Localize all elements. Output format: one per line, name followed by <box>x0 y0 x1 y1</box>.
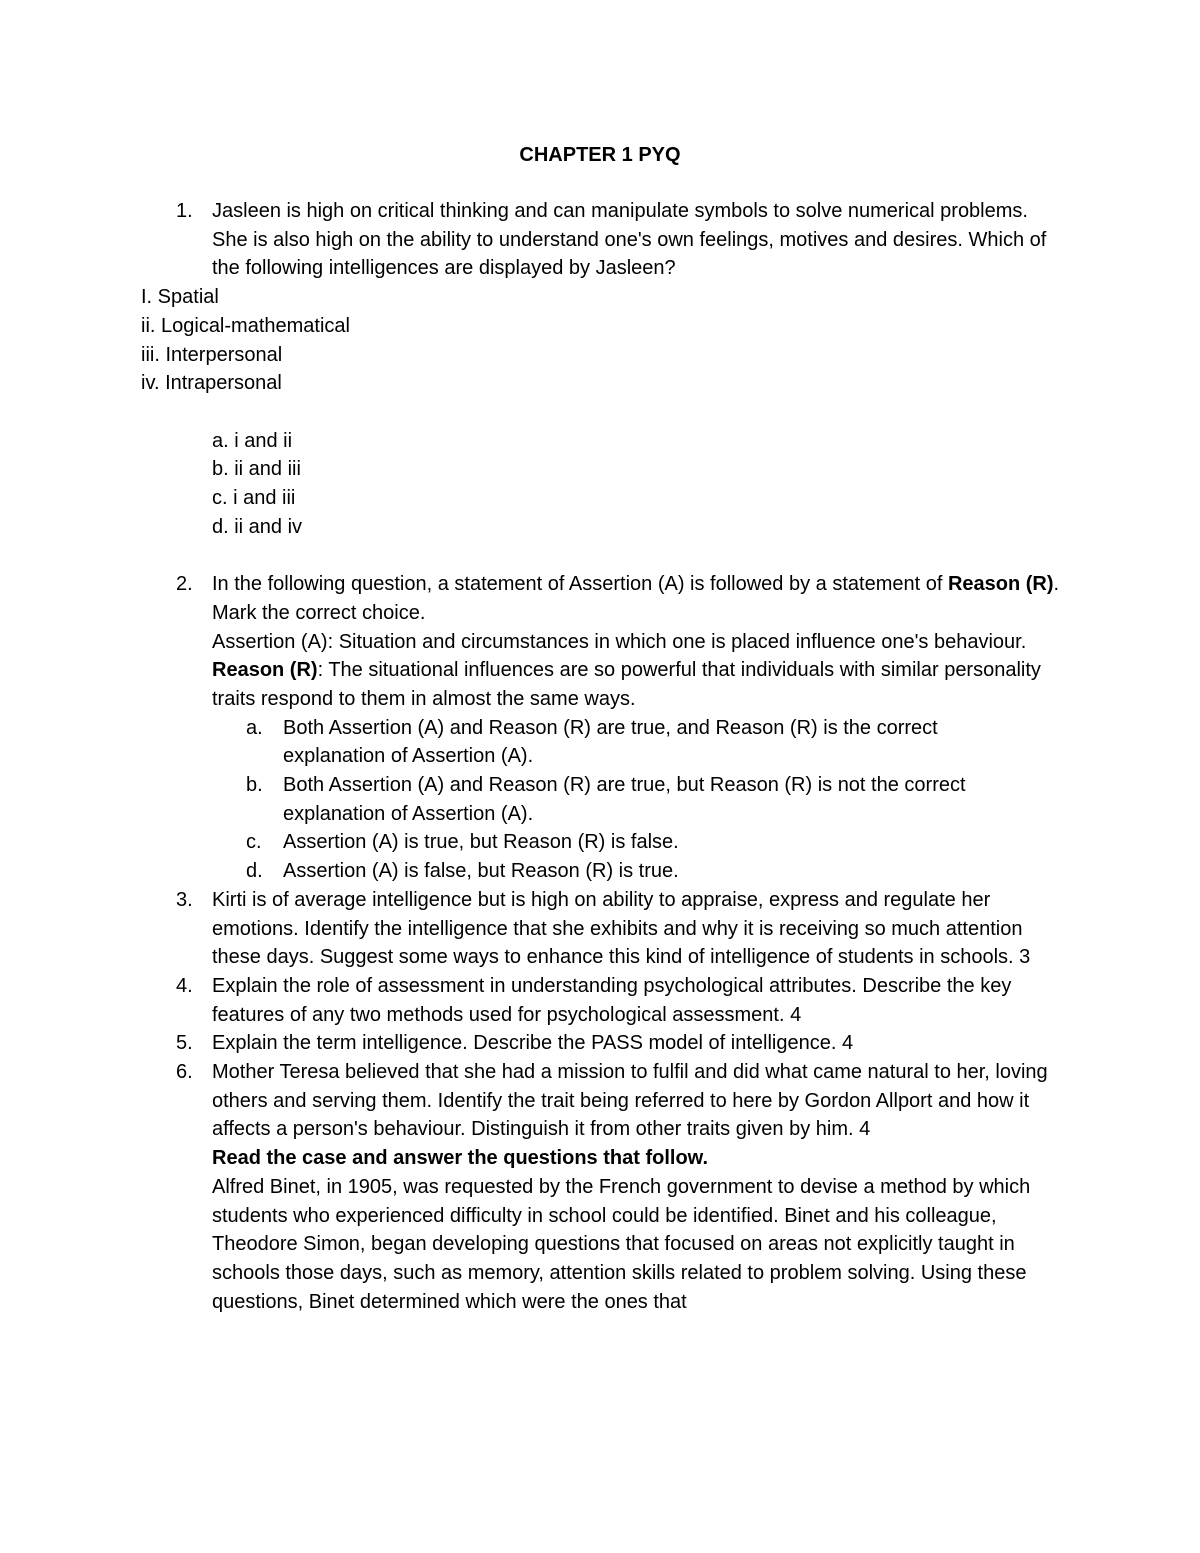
answer-option <box>0 714 1200 771</box>
question-number: 2. <box>176 573 193 596</box>
answer-option <box>0 771 1200 828</box>
question-2 <box>0 570 1200 714</box>
answer-option: c. i and iii <box>212 487 296 510</box>
option-letter: c. <box>246 831 262 854</box>
question-number: 6. <box>176 1061 193 1084</box>
question-text: Explain the role of assessment in understanding psychological attributes. Describe the key features of any two methods used for psychological assessment. 4 <box>212 974 1012 1026</box>
roman-item: I. Spatial <box>141 286 219 309</box>
question-text <box>212 570 1062 627</box>
question-intro: In the following question, a statement of Assertion (A) is followed by a statement of <box>212 573 943 596</box>
option-text: Assertion (A) is true, but Reason (R) is false. <box>283 831 679 854</box>
question-1 <box>0 197 1200 283</box>
assertion-statement: Assertion (A): Situation and circumstances in which one is placed influence one's behaviour. <box>212 630 1027 653</box>
question-5 <box>0 1029 1200 1058</box>
case-heading-text: Read the case and answer the questions that follow. <box>212 1147 709 1170</box>
reason-text: : The situational influences are so powerful that individuals with similar personality traits respond to them in almost the same ways. <box>212 659 1041 710</box>
answer-option <box>0 828 1200 857</box>
option-letter: d. <box>246 860 263 883</box>
question-text: Jasleen is high on critical thinking and can manipulate symbols to solve numerical problems. She is also high on the ability to understand one's own feelings, motives and desires. Which of the following intelligences are displayed by Jasleen? <box>212 200 1047 280</box>
reason-label-bold: Reason (R) <box>947 573 1054 596</box>
question-4 <box>0 972 1200 1029</box>
roman-item: iii. Interpersonal <box>141 343 283 366</box>
question-intro-tail: . Mark the correct choice. <box>212 573 1060 624</box>
reason-label: Reason (R) <box>212 659 318 682</box>
question-number: 5. <box>176 1032 193 1055</box>
roman-item: iv. Intrapersonal <box>141 372 282 395</box>
case-text: Alfred Binet, in 1905, was requested by the French government to devise a method by which students who experienced difficulty in school could be identified. Binet and his colleague, Theodore Simon, began developing questions that focused on areas not explicitly taught in schools those days, such as memory, attention skills related to problem solving. Using these questions, Binet determined which were the ones that <box>212 1175 1031 1313</box>
case-heading <box>212 1144 1062 1173</box>
question-3 <box>0 886 1200 972</box>
answer-option: d. ii and iv <box>212 515 303 538</box>
question-text: Explain the term intelligence. Describe the PASS model of intelligence. 4 <box>212 1032 854 1055</box>
roman-item: ii. Logical-mathematical <box>141 314 350 337</box>
question-list <box>0 197 1200 1316</box>
answer-option: b. ii and iii <box>212 458 301 481</box>
option-text: Both Assertion (A) and Reason (R) are true, but Reason (R) is not the correct explanation of Assertion (A). <box>283 774 966 825</box>
option-letter: a. <box>246 716 263 739</box>
question-6 <box>0 1058 1200 1316</box>
answer-option <box>0 857 1200 886</box>
page-title: CHAPTER 1 PYQ <box>519 144 681 166</box>
question-number: 1. <box>176 200 193 222</box>
reason-statement <box>212 656 1062 713</box>
question-number: 4. <box>176 974 193 997</box>
option-letter: b. <box>246 774 263 797</box>
answer-option: a. i and ii <box>212 429 293 452</box>
option-text: Assertion (A) is false, but Reason (R) is true. <box>283 860 679 883</box>
option-text: Both Assertion (A) and Reason (R) are true, and Reason (R) is the correct explanation of Assertion (A). <box>283 716 938 768</box>
question-text: Kirti is of average intelligence but is high on ability to appraise, express and regulate her emotions. Identify the intelligence that she exhibits and why it is receiving so much attention these days. Suggest some ways to enhance this kind of intelligence of students in schools. 3 <box>212 888 1031 969</box>
question-number: 3. <box>176 888 193 911</box>
question-text: Mother Teresa believed that she had a mission to fulfil and did what came natural to her, loving others and serving them. Identify the trait being referred to here by Gordon Allport and how it affects a person's behaviour. Distinguish it from other traits given by him. 4 <box>212 1061 1048 1141</box>
